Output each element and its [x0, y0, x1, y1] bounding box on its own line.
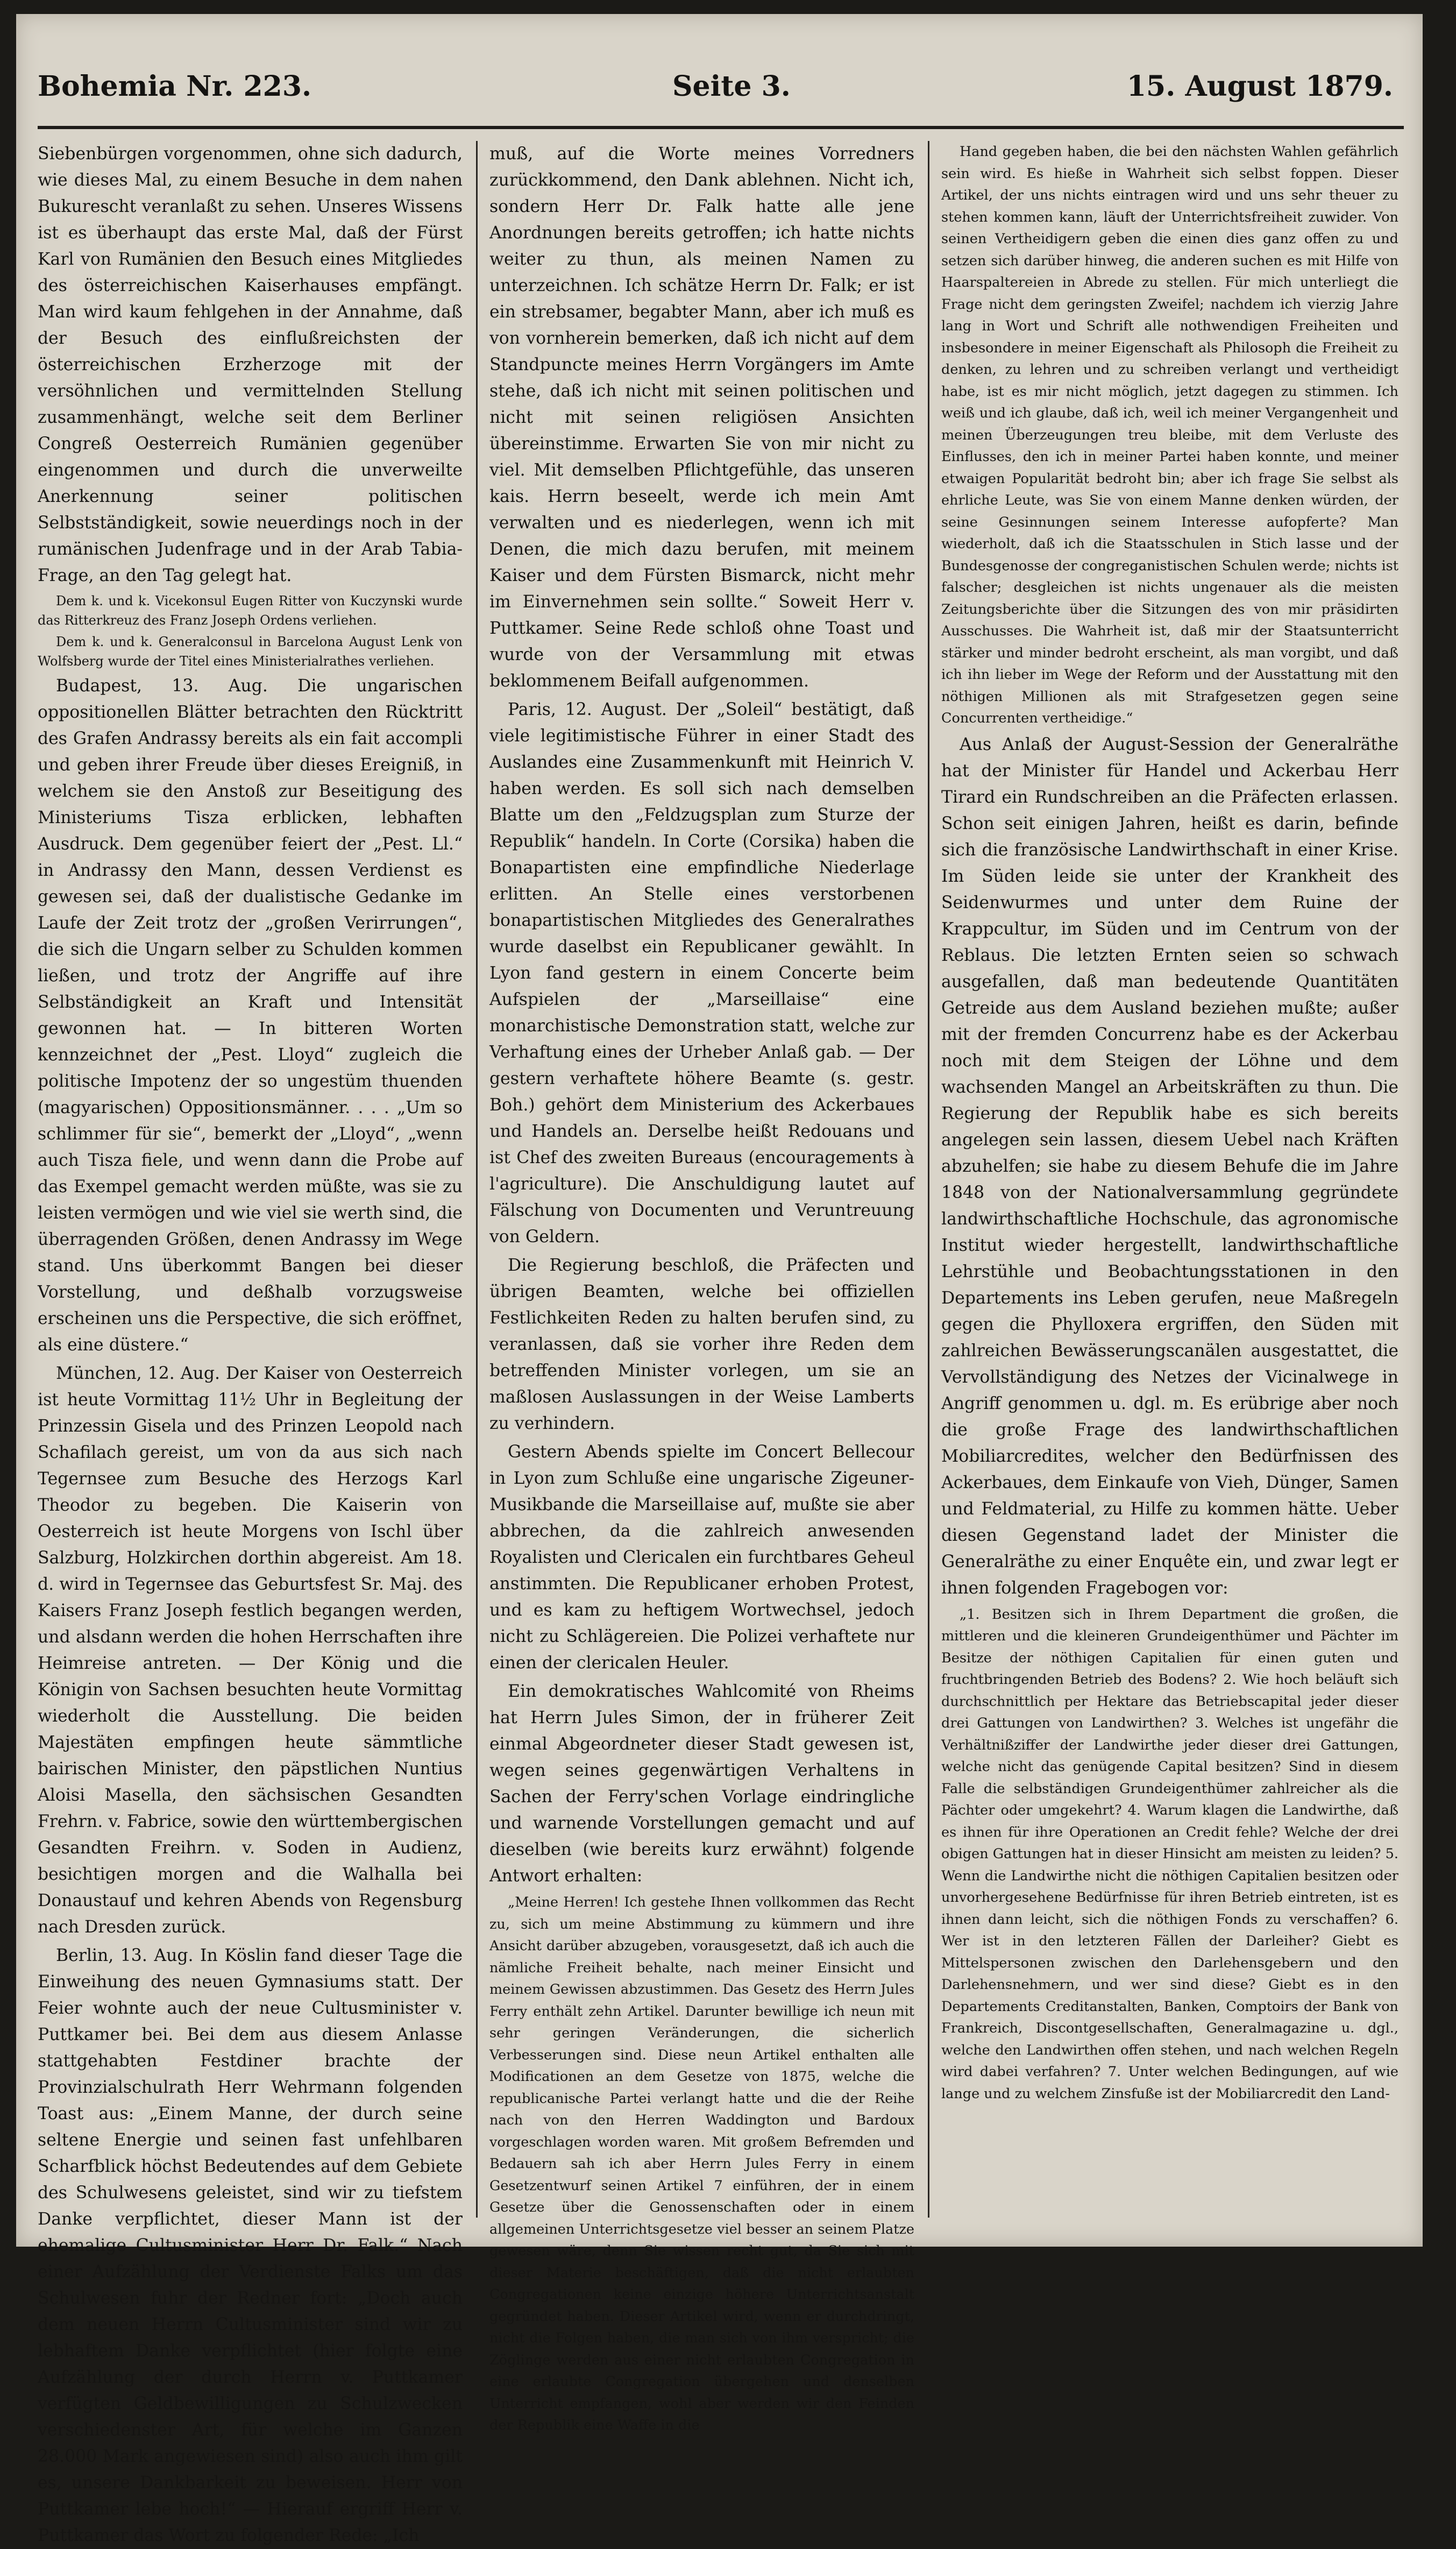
column-divider	[476, 141, 478, 2218]
column-1	[38, 141, 463, 2545]
column-divider	[928, 141, 929, 2218]
article-paragraph: München, 12. Aug. Der Kaiser von Oesterreich ist heute Vormittag 11½ Uhr in Begleitung der Prinzessin Gisela und des Prinzen Leopold nach Schafilach gereist, um von da aus sich nach Tegernsee zum Besuche des Herzogs Karl Theodor zu begeben. Die Kaiserin von Oesterreich ist heute Morgens von Ischl über Salzburg, Holzkirchen dorthin abgereist. Am 18. d. wird in Tegernsee das Geburtsfest Sr. Maj. des Kaisers Franz Joseph festlich begangen werden, und alsdann werden die hohen Herrschaften ihre Heimreise antreten. — Der König und die Königin von Sachsen besuchten heute Vormittag wiederholt die Ausstellung. Die beiden Majestäten empfingen heute sämmtliche bairischen Minister, den päpstlichen Nuntius Aloisi Masella, den sächsischen Gesandten Frehrn. v. Fabrice, sowie den württembergischen Gesandten Freihrn. v. Soden in Audienz, besichtigen morgen and die Walhalla bei Donaustauf und kehren Abends von Regensburg nach Dresden zurück.	[38, 1364, 463, 1937]
article-paragraph: Berlin, 13. Aug. In Köslin fand dieser Tage die Einweihung des neuen Gymnasiums statt. Der Feier wohnte auch der neue Cultusminister v. Puttkamer bei. Bei dem aus diesem Anlasse stattgehabten Festdiner brachte der Provinzialschulrath Herr Wehrmann folgenden Toast aus: „Einem Manne, der durch seine seltene Energie und seinen fast unfehlbaren Scharfblick höchst Bedeutendes auf dem Gebiete des Schulwesens geleistet, sind wir zu tiefstem Danke verpflichtet, dieser Mann ist der ehemalige Cultusminister Herr Dr. Falk.“ Nach einer Aufzählung der Verdienste Falks um das Schulwesen fuhr der Redner fort: „Doch auch dem neuen Herrn Cultusminister sind wir zu lebhaftem Danke verpflichtet (hier folgte eine Aufzählung der durch Herrn v. Puttkamer verfügten Geldbewilligungen zu Schulzwecken verschiedenster Art, für welche im Ganzen 28.000 Mark angewiesen sind) also auch ihm gilt es, unsere Dankbarkeit zu beweisen. Herr von Puttkamer lebe hoch!“ — Hierauf ergriff Herr v. Puttkamer das Wort zu folgender Rede: „Ich	[38, 1946, 463, 2545]
article-paragraph: Paris, 12. August. Der „Soleil“ bestätigt, daß viele legitimistische Führer in einer Stadt des Auslandes eine Zusammenkunft mit Heinrich V. haben werden. Es soll sich nach demselben Blatte um den „Feldzugsplan zum Sturze der Republik“ handeln. In Corte (Corsika) haben die Bonapartisten eine empfindliche Niederlage erlitten. An Stelle eines verstorbenen bonapartistischen Mitgliedes des Generalrathes wurde daselbst ein Republicaner gewählt. In Lyon fand gestern in einem Concerte beim Aufspielen der „Marseillaise“ eine monarchistische Demonstration statt, welche zur Verhaftung eines der Urheber Anlaß gab. — Der gestern verhaftete höhere Beamte (s. gestr. Boh.) gehört dem Ministerium des Ackerbaues und Handels an. Derselbe heißt Redouans und ist Chef des zweiten Bureaus (encouragements à l'agriculture). Die Anschuldigung lautet auf Fälschung von Documenten und Veruntreuung von Geldern.	[489, 700, 914, 1247]
article-paragraph: Siebenbürgen vorgenommen, ohne sich dadurch, wie dieses Mal, zu einem Besuche in dem nahen Bukurescht veranlaßt zu sehen. Unseres Wissens ist es überhaupt das erste Mal, daß der Fürst Karl von Rumänien den Besuch eines Mitgliedes des österreichischen Kaiserhauses empfängt. Man wird kaum fehlgehen in der Annahme, daß der Besuch des einflußreichsten der österreichischen Erzherzoge mit der versöhnlichen und vermittelnden Stellung zusammenhängt, welche seit dem Berliner Congreß Oesterreich Rumänien gegenüber eingenommen und durch die unverweilte Anerkennung seiner politischen Selbstständigkeit, sowie neuerdings noch in der rumänischen Judenfrage und in der Arab Tabia-Frage, an den Tag gelegt hat.	[38, 144, 463, 585]
article-paragraph: Gestern Abends spielte im Concert Bellecour in Lyon zum Schluße eine ungarische Zigeuner-Musikbande die Marseillaise auf, mußte sie aber abbrechen, da die zahlreich anwesenden Royalisten und Clericalen ein furchtbares Geheul anstimmten. Die Republicaner erhoben Protest, und es kam zu heftigem Wortwechsel, jedoch nicht zu Schlägereien. Die Polizei verhaftete nur einen der clericalen Heuler.	[489, 1442, 914, 1673]
article-paragraph: Die Regierung beschloß, die Präfecten und übrigen Beamten, welche bei offiziellen Festlichkeiten Reden zu halten berufen sind, zu veranlassen, daß sie vorher ihre Reden dem betreffenden Minister vorlegen, um sie an maßlosen Auslassungen in der Weise Lamberts zu verhindern.	[489, 1256, 914, 1433]
column-2	[489, 141, 914, 2433]
article-paragraph: Ein demokratisches Wahlcomité von Rheims hat Herrn Jules Simon, der in früherer Zeit einmal Abgeordneter dieser Stadt gewesen ist, wegen seines gegenwärtigen Verhaltens in Sachen der Ferry'schen Vorlage eindringliche und warnende Vorstellungen gemacht und auf dieselben (wie bereits kurz erwähnt) folgende Antwort erhalten:	[489, 1682, 914, 1886]
header-rule	[38, 126, 1404, 129]
header-page-number: Seite 3.	[672, 70, 791, 103]
article-paragraph: Aus Anlaß der August-Session der Generalräthe hat der Minister für Handel und Ackerbau Herr Tirard ein Rundschreiben an die Präfecten erlassen. Schon seit einigen Jahren, heißt es darin, befinde sich die französische Landwirthschaft in einer Krise. Im Süden leide sie unter der Krankheit des Seidenwurmes und unter dem Ruine der Krappcultur, im Süden und im Centrum von der Reblaus. Die letzten Ernten seien so schwach ausgefallen, daß man bedeutende Quantitäten Getreide aus dem Ausland beziehen mußte; außer mit der fremden Concurrenz habe es der Ackerbau noch mit dem Steigen der Löhne und dem wachsenden Mangel an Arbeitskräften zu thun. Die Regierung der Republik habe es sich bereits angelegen sein lassen, diesem Uebel nach Kräften abzuhelfen; sie habe zu diesem Behufe die im Jahre 1848 von der Nationalversammlung gegründete landwirthschaftliche Hochschule, das agronomische Institut wieder hergestellt, landwirthschaftliche Lehrstühle und Beobachtungsstationen in den Departements ins Leben gerufen, neue Maßregeln gegen die Phylloxera ergriffen, den Süden mit zahlreichen Bewässerungscanälen ausgestattet, die Vervollständigung des Netzes der Vicinalwege in Angriff genommen u. dgl. m. Es erübrige aber noch die große Frage des landwirthschaftlichen Mobiliarcredites, welcher den Bedürfnissen des Ackerbaues, dem Einkaufe von Vieh, Dünger, Samen und Feldmaterial, zu Hilfe zu kommen hätte. Ueber diesen Gegenstand ladet der Minister die Generalräthe zu einer Enquête ein, und zwar legt er ihnen folgenden Fragebogen vor:	[941, 734, 1398, 1598]
header-publication: Bohemia Nr. 223.	[38, 70, 312, 103]
column-3	[941, 141, 1398, 2228]
article-paragraph: „1. Besitzen sich in Ihrem Department die großen, die mittleren und die kleineren Grundeigenthümer und Pächter im Besitze der nöthigen Capitalien für einen guten und fruchtbringenden Betrieb des Bodens? 2. Wie hoch beläuft sich durchschnittlich per Hektare das Betriebscapital jeder dieser drei Gattungen von Landwirthen? 3. Welches ist ungefähr die Verhältnißziffer der Landwirthe jeder dieser drei Gattungen, welche nicht das genügende Capital besitzen? Sind in diesem Falle die selbständigen Grundeigenthümer zahlreicher als die Pächter oder umgekehrt? 4. Warum klagen die Landwirthe, daß es ihnen für ihre Operationen an Credit fehle? Welche der drei obigen Gattungen hat in dieser Hinsicht am meisten zu leiden? 5. Wenn die Landwirthe nicht die nöthigen Capitalien besitzen oder unvorhergesehene Bedürfnisse für ihren Betrieb eintreten, ist es ihnen dann leicht, sich die nöthigen Fonds zu verschaffen? 6. Wer ist in den letzteren Fällen der Darleiher? Giebt es Mittelspersonen zwischen den Darlehensgebern und den Darlehensnehmern, und wer sind diese? Giebt es in den Departements Creditanstalten, Banken, Comptoirs der Bank von Frankreich, Discontgesellschaften, Generalmagazine u. dgl., welche den Landwirthen offen stehen, und nach welchen Regeln wird dabei verfahren? 7. Unter welchen Bedingungen, auf wie lange und zu welchem Zinsfuße ist der Mobiliarcredit den Land-	[941, 1606, 1398, 2102]
header-date: 15. August 1879.	[1126, 70, 1393, 103]
page-header	[38, 70, 1393, 118]
article-paragraph: „Meine Herren! Ich gestehe Ihnen vollkommen das Recht zu, sich um meine Abstimmung zu kümmern und ihre Ansicht darüber abzugeben, vorausgesetzt, daß ich auch die nämliche Freiheit behalte, nach meiner Einsicht und meinem Gewissen abzustimmen. Das Gesetz des Herrn Jules Ferry enthält zehn Artikel. Darunter bewillige ich neun mit sehr geringen Veränderungen, die sicherlich Verbesserungen sind. Diese neun Artikel enthalten alle Modificationen an dem Gesetze von 1875, welche die republicanische Partei verlangt hatte und die der Reihe nach von den Herren Waddington und Bardoux vorgeschlagen worden waren. Mit großem Befremden und Bedauern sah ich aber Herrn Jules Ferry in einem Gesetzentwurf seinen Artikel 7 einführen, der in einem Gesetze über die Genossenschaften oder in einem allgemeinen Unterrichtsgesetze viel besser an seinem Platze gewesen wäre, denn Sie wissen recht gut, da Sie sich mit dieser Materie beschäftigen, daß die nicht erlaubten Congregationen keine einzige höhere Unterrichtsanstalt gegründet haben. Dieser Artikel wird, wenn er durchdringt, nicht die Folgen haben, die man sich von ihm verspricht; die Zöglinge werden aus einer nicht erlaubten Congregation in eine erlaubte Congregation übergehen und denselben Unterricht empfangen, wohl aber werden wir den Feinden der Republik eine Waffe in die	[489, 1894, 914, 2433]
article-paragraph: Budapest, 13. Aug. Die ungarischen oppositionellen Blätter betrachten den Rücktritt des Grafen Andrassy bereits als ein fait accompli und geben ihrer Freude über dieses Ereigniß, in welchem sie den Anstoß zur Beseitigung des Ministeriums Tisza erblicken, lebhaften Ausdruck. Dem gegenüber feiert der „Pest. Ll.“ in Andrassy den Mann, dessen Verdienst es gewesen sei, daß der dualistische Gedanke im Laufe der Zeit trotz der „großen Verirrungen“, die sich die Ungarn selber zu Schulden kommen ließen, und trotz der Angriffe auf ihre Selbständigkeit an Kraft und Intensität gewonnen hat. — In bitteren Worten kennzeichnet der „Pest. Lloyd“ zugleich die politische Impotenz der so ungestüm thuenden (magyarischen) Oppositionsmänner. . . . „Um so schlimmer für sie“, bemerkt der „Lloyd“, „wenn auch Tisza fiele, und wenn dann die Probe auf das Exempel gemacht werden müßte, was sie zu leisten vermögen und wie viel sie werth sind, die überragenden Größen, denen Andrassy im Wege stand. Uns überkommt Bangen bei dieser Vorstellung, und deßhalb vorzugsweise erscheinen uns die Perspective, die sich eröffnet, als eine düstere.“	[38, 676, 463, 1355]
article-paragraph: Dem k. und k. Vicekonsul Eugen Ritter von Kuczynski wurde das Ritterkreuz des Franz Joseph Ordens verliehen.	[38, 593, 463, 628]
article-paragraph: Dem k. und k. Generalconsul in Barcelona August Lenk von Wolfsberg wurde der Titel eines Ministerialrathes verliehen.	[38, 634, 463, 669]
article-paragraph: muß, auf die Worte meines Vorredners zurückkommend, den Dank ablehnen. Nicht ich, sondern Herr Dr. Falk hatte alle jene Anordnungen bereits getroffen; ich hatte nichts weiter zu thun, als meinen Namen zu unterzeichnen. Ich schätze Herrn Dr. Falk; er ist ein strebsamer, begabter Mann, aber ich muß es von vornherein bemerken, daß ich nicht auf dem Standpuncte meines Herrn Vorgängers im Amte stehe, daß ich nicht mit seinen politischen und nicht mit seinen religiösen Ansichten übereinstimme. Erwarten Sie von mir nicht zu viel. Mit demselben Pflichtgefühle, das unseren kais. Herrn beseelt, werde ich mein Amt verwalten und es niederlegen, wenn ich mit Denen, die mich dazu berufen, mit meinem Kaiser und dem Fürsten Bismarck, nicht mehr im Einvernehmen sein sollte.“ Soweit Herr v. Puttkamer. Seine Rede schloß ohne Toast und wurde von der Versammlung mit etwas beklommenem Beifall aufgenommen.	[489, 144, 914, 691]
article-paragraph: Hand gegeben haben, die bei den nächsten Wahlen gefährlich sein wird. Es hieße in Wahrheit sich selbst foppen. Dieser Artikel, der uns nichts eintragen wird und uns sehr theuer zu stehen kommen kann, läuft der Unterrichtsfreiheit zuwider. Von seinen Vertheidigern geben die einen dies ganz offen zu und setzen sich darüber hinweg, die anderen suchen es mit Hilfe von Haarspaltereien in Abrede zu stellen. Für mich unterliegt die Frage nicht dem geringsten Zweifel; nachdem ich vierzig Jahre lang in Wort und Schrift alle nothwendigen Freiheiten und insbesondere in meiner Eigenschaft als Philosoph die Freiheit zu denken, zu lehren und zu schreiben verlangt und vertheidigt habe, ist es mir nicht möglich, jetzt dagegen zu stimmen. Ich weiß und ich glaube, daß ich, weil ich meiner Vergangenheit und meinen Überzeugungen treu bleibe, mit dem Verluste des Einflusses, den ich in meiner Partei haben konnte, und meiner etwaigen Popularität bedroht bin; aber ich frage Sie selbst als ehrliche Leute, was Sie von einem Manne denken würden, der seine Gesinnungen seinem Interesse aufopferte? Man wiederholt, daß ich die Staatsschulen in Stich lasse und der Bundesgenosse der congreganistischen Schulen werde; nichts ist falscher; desgleichen ist nichts ungenauer als die meisten Zeitungsberichte über die Sitzungen des von mir präsidirten Ausschusses. Die Wahrheit ist, daß mir der Staatsunterricht stärker und minder bedroht erscheint, als man vorgibt, und daß ich ihn lieber im Wege der Reform und der Ausstattung mit den nöthigen Millionen als mit Strafgesetzen gegen seine Concurrenten vertheidige.“	[941, 144, 1398, 726]
newspaper-page	[16, 14, 1423, 2545]
